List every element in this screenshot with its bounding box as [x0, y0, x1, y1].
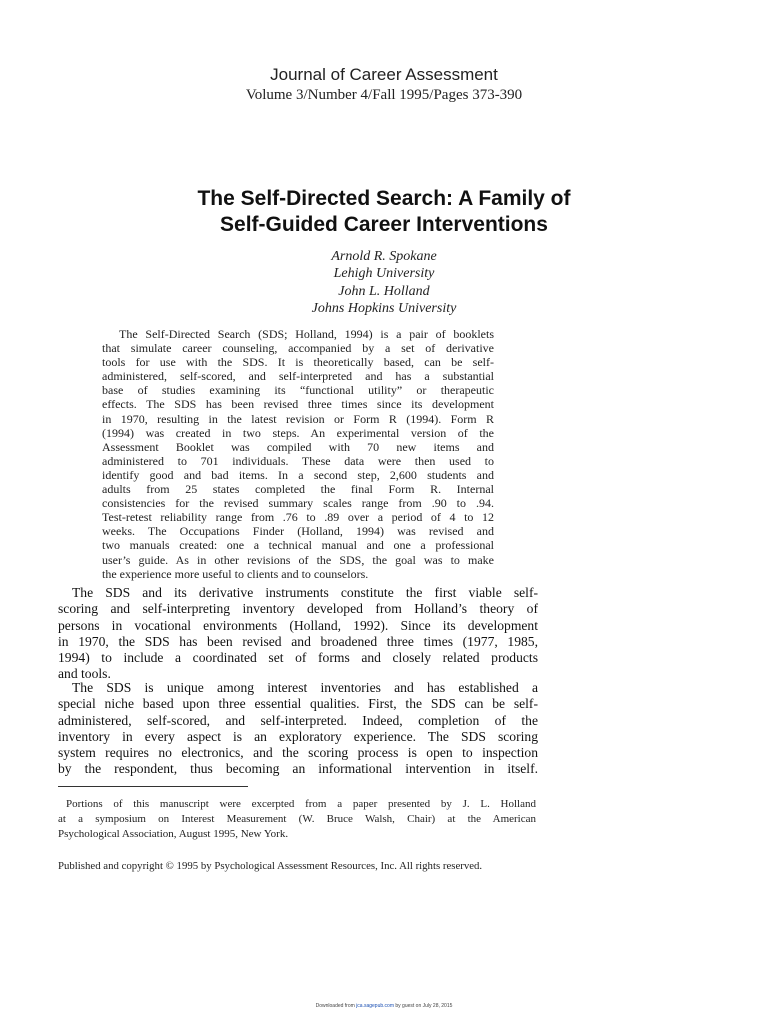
title-line: The Self-Directed Search: A Family of — [197, 187, 571, 210]
abstract-line: Assessment Booklet was compiled with 70 new items and — [102, 439, 494, 454]
paragraph-line: and tools. — [58, 666, 111, 682]
paragraph-line: inventory in every aspect is an exploratory experience. The SDS scoring — [58, 728, 538, 744]
abstract-line: two manuals created: one a technical manual and one a professional — [102, 538, 494, 553]
abstract-line: The Self-Directed Search (SDS; Holland, 1994) is a pair of booklets — [119, 327, 494, 341]
paragraph-line: system requires no electronics, and the scoring process is open to inspection — [58, 745, 538, 761]
download-prefix: Downloaded from — [315, 1003, 357, 1009]
abstract-line: effects. The SDS has been revised three times since its development — [102, 397, 494, 412]
title-line: Self-Guided Career Interventions — [220, 213, 548, 236]
body-paragraph-2 — [58, 680, 538, 778]
author-affiliation: Johns Hopkins University — [311, 301, 457, 316]
download-notice — [0, 1003, 768, 1009]
footnote-divider — [58, 786, 248, 787]
download-link[interactable]: jca.sagepub.com — [356, 1003, 394, 1009]
abstract-line: user’s guide. As in other revisions of the SDS, the goal was to make — [102, 552, 494, 567]
abstract-line: that simulate career counseling, accompanied by a set of derivative — [102, 341, 494, 356]
abstract-line: administered to 701 individuals. These data were then used to — [102, 453, 494, 468]
article-title — [80, 186, 688, 238]
abstract-line: the experience more useful to clients and to counselors. — [102, 566, 369, 581]
paragraph-line: The SDS and its derivative instruments constitute the first viable self- — [72, 585, 538, 600]
paragraph-line: scoring and self-interpreting inventory developed from Holland’s theory of — [58, 601, 538, 617]
download-suffix: by guest on July 28, 2015 — [394, 1003, 453, 1009]
paragraph-line: administered, self-scored, and self-interpreted. Indeed, completion of the — [58, 712, 538, 728]
paragraph-line: The SDS is unique among interest inventories and has established a — [72, 680, 538, 695]
abstract-line: administered, self-scored, and self-interpreted and has a substantial — [102, 369, 494, 384]
abstract-line: tools for use with the SDS. It is theoretically based, can be self- — [102, 355, 494, 370]
abstract-line: weeks. The Occupations Finder (Holland, 1994) was revised and — [102, 524, 494, 539]
abstract — [102, 327, 494, 581]
paragraph-line: persons in vocational environments (Holland, 1992). Since its development — [58, 617, 538, 633]
footnote-line: Portions of this manuscript were excerpted from a paper presented by J. L. Holland — [66, 798, 536, 810]
journal-name: Journal of Career Assessment — [270, 65, 498, 84]
author-name: John L. Holland — [338, 284, 430, 299]
body-paragraph-1 — [58, 585, 538, 683]
author-1 — [0, 248, 768, 282]
abstract-line: (1994) was created in two steps. An experimental version of the — [102, 425, 494, 440]
copyright-notice: Published and copyright © 1995 by Psychological Assessment Resources, Inc. All rights reserved. — [58, 860, 483, 872]
footnote — [58, 797, 536, 842]
author-2 — [0, 283, 768, 317]
paragraph-line: special niche based upon three essential qualities. First, the SDS can be self- — [58, 696, 538, 712]
abstract-line: Test-retest reliability range from .76 to .89 over a period of 4 to 12 — [102, 510, 494, 525]
footnote-line: at a symposium on Interest Measurement (W. Bruce Walsh, Chair) at the American — [58, 813, 536, 825]
author-affiliation: Lehigh University — [333, 266, 435, 281]
abstract-line: adults from 25 states completed the final Form R. Internal — [102, 482, 494, 497]
journal-issue: Volume 3/Number 4/Fall 1995/Pages 373-390 — [245, 87, 523, 103]
abstract-line: consistencies for the revised summary scales range from .90 to .94. — [102, 496, 494, 511]
abstract-line: base of studies examining its “functional utility” or therapeutic — [102, 383, 494, 398]
paragraph-line: by the respondent, thus becoming an informational intervention in itself. — [58, 761, 538, 777]
paragraph-line: in 1970, the SDS has been revised and broadened three times (1977, 1985, — [58, 633, 538, 649]
footnote-line: Psychological Association, August 1995, New York. — [58, 828, 289, 840]
abstract-line: identify good and bad items. In a second step, 2,600 students and — [102, 467, 494, 482]
paragraph-line: 1994) to include a coordinated set of forms and closely related products — [58, 650, 538, 666]
abstract-line: in 1970, resulting in the latest revision or Form R (1994). Form R — [102, 411, 494, 426]
author-name: Arnold R. Spokane — [331, 249, 437, 264]
